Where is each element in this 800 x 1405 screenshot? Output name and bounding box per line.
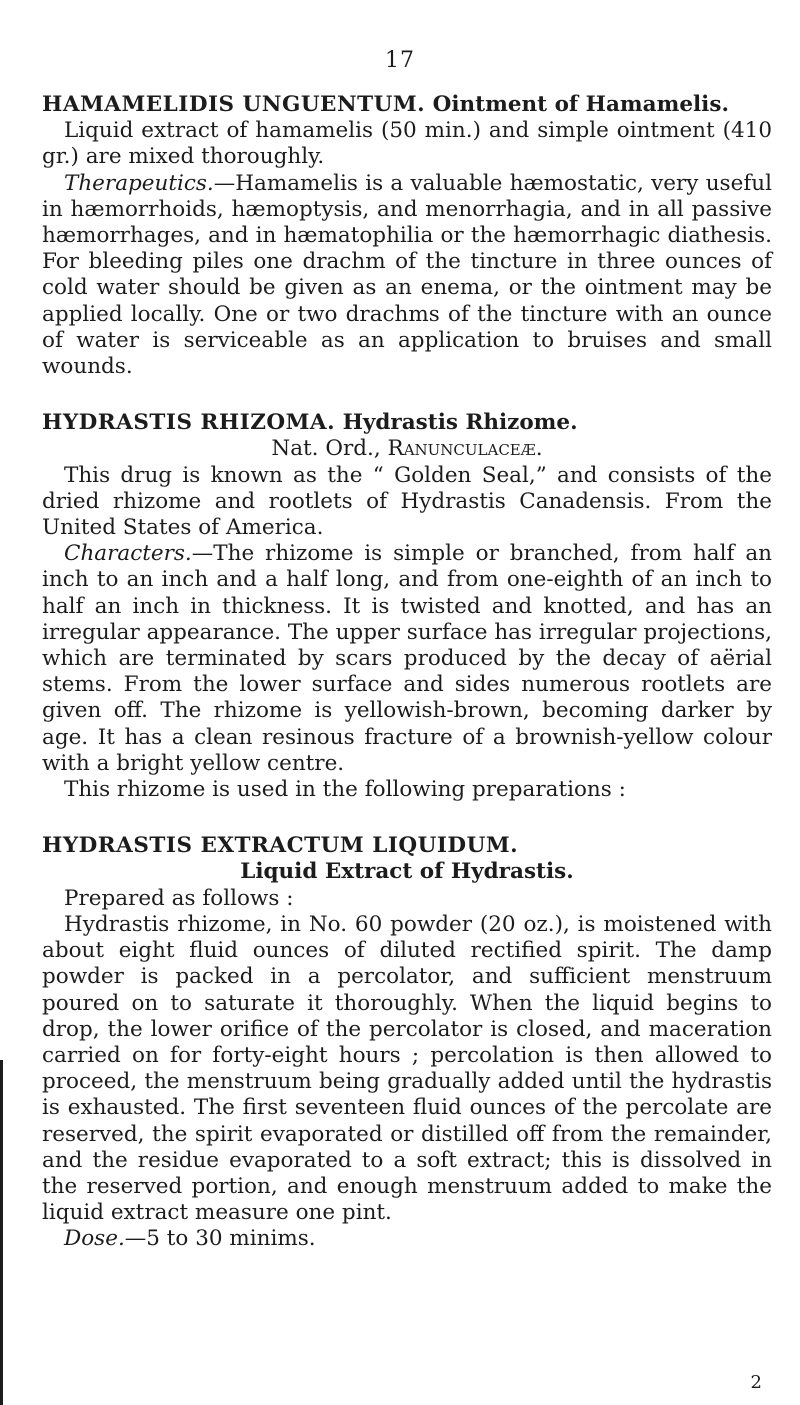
therapeutics-paragraph bbox=[42, 171, 772, 381]
dose-text: —5 to 30 minims. bbox=[124, 1226, 316, 1252]
characters-text: —The rhizome is simple or branched, from half an inch to an inch and a half long, and from one-eighth of an inch to half an inch in thickness. It is twisted and knotted, and has an irregular appearance. The upper surface has irregular projections, which are terminated by scars produced by the decay of aërial stems. From the lower surface and sides numerous rootlets are given off. The rhizome is yellowish-brown, becoming darker by age. It has a clean resinous fracture of a brownish-yellow colour with a bright yellow centre. bbox=[42, 541, 773, 776]
signature-mark: 2 bbox=[750, 1372, 762, 1393]
order-name: Ranunculaceæ. bbox=[387, 436, 543, 462]
dose-paragraph bbox=[42, 1226, 772, 1252]
prepared-line: Prepared as follows : bbox=[64, 885, 294, 911]
method-paragraph: Hydrastis rhizome, in No. 60 powder (20 oz.), is moistened with about eight fluid ounces of diluted rectified spirit. The damp powder is packed in a percolator, and sufficient menstruum poured on to saturate it thoroughly. When the liquid begins to drop, the lower orifice of the percolator is closed, and maceration carried on for forty-eight hours ; percolation is then allowed to proceed, the menstruum being gradually added until the hydrastis is exhausted. The first seventeen fluid ounces of the percolate are reserved, the spirit evaporated or distilled off from the remainder, and the residue evaporated to a soft extract; this is dissolved in the reserved portion, and enough menstruum added to make the liquid extract measure one pint. bbox=[42, 911, 772, 1226]
binding-edge bbox=[0, 1060, 3, 1405]
text-column bbox=[42, 92, 772, 1253]
english-title: Ointment of Hamamelis. bbox=[432, 92, 729, 117]
page-number: 17 bbox=[385, 48, 415, 73]
dose-label: Dose. bbox=[64, 1226, 125, 1252]
therapeutics-text: —Hamamelis is a valuable hæmostatic, very useful in hæmorrhoids, hæmoptysis, and menorrhagia, and in all passive hæmorrhages, and in hæmatophilia or the hæmorrhagic diathesis. For bleeding piles one drachm of the tincture in three ounces of cold water should be given as an enema, or the ointment may be applied locally. One or two drachms of the tincture with an ounce of water is serviceable as an application to bruises and small wounds. bbox=[42, 170, 772, 380]
characters-paragraph bbox=[42, 541, 772, 777]
section-gap bbox=[42, 380, 772, 410]
section-heading-hamamelis bbox=[42, 92, 772, 118]
english-title: Hydrastis Rhizome. bbox=[342, 410, 578, 436]
order-prefix: Nat. Ord., bbox=[271, 436, 381, 462]
latin-title: HYDRASTIS EXTRACTUM LIQUIDUM. bbox=[42, 833, 519, 859]
latin-title: HYDRASTIS RHIZOMA. bbox=[42, 410, 336, 436]
section-heading-hydrastis-rhizoma bbox=[42, 410, 772, 436]
section-intro: Liquid extract of hamamelis (50 min.) and simple ointment (410 gr.) are mixed thoroughly. bbox=[42, 118, 772, 170]
usage-line: This rhizome is used in the following preparations : bbox=[64, 777, 626, 803]
section-heading-liquid-extract bbox=[42, 833, 772, 859]
section-intro: This drug is known as the “ Golden Seal,” and consists of the dried rhizome and rootlets of Hydrastis Canadensis. From the United States of America. bbox=[42, 462, 772, 541]
therapeutics-label: Therapeutics. bbox=[64, 170, 214, 196]
natural-order bbox=[42, 436, 772, 462]
characters-label: Characters. bbox=[64, 541, 192, 567]
latin-title: HAMAMELIDIS UNGUENTUM. bbox=[42, 92, 426, 117]
section-gap bbox=[42, 803, 772, 833]
english-subtitle: Liquid Extract of Hydrastis. bbox=[240, 859, 574, 885]
